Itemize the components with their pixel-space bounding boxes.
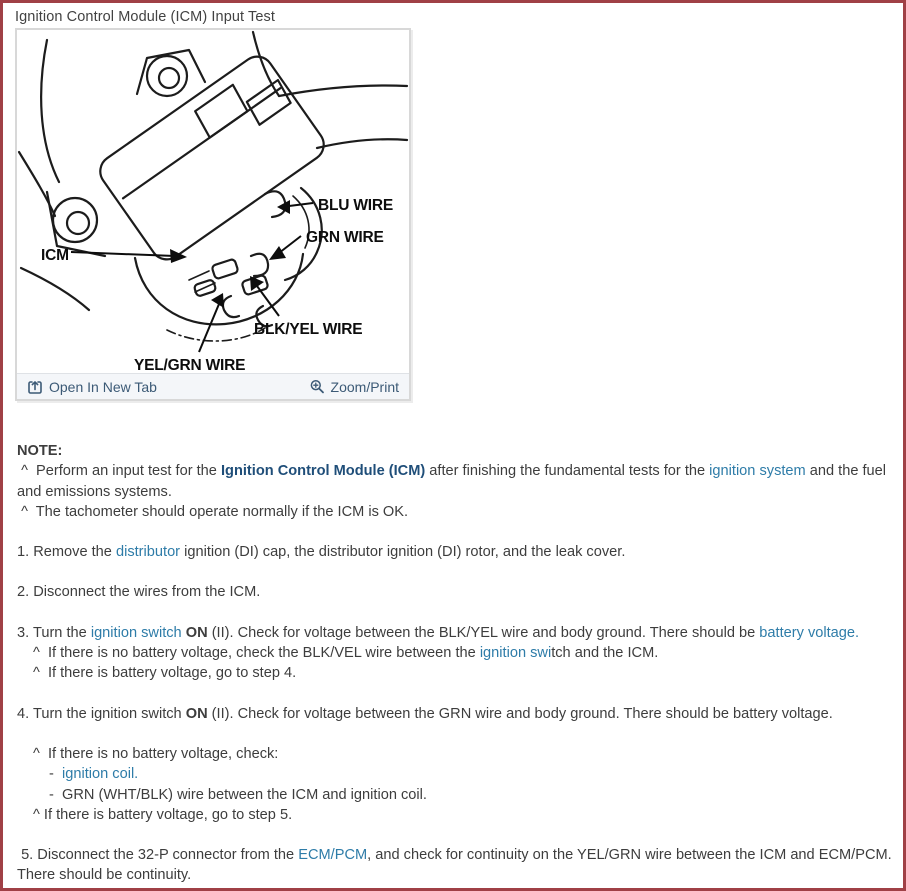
- text-run: (II). Check for voltage between the GRN wire and body ground. There should be battery voltage.: [207, 705, 833, 722]
- step-1: [15, 542, 897, 562]
- text-run: 1. Remove the: [17, 544, 116, 561]
- distributor-diagram: [17, 30, 409, 373]
- inline-link[interactable]: distributor: [115, 544, 181, 561]
- zoom-print-icon: [309, 379, 325, 395]
- step-3: [15, 623, 897, 643]
- zoom-print-label: Zoom/Print: [330, 378, 399, 395]
- text-run: 4. Turn the ignition switch: [17, 705, 186, 722]
- step-4-sub-1: [15, 744, 897, 764]
- text-run: and the fuel and emissions systems.: [17, 463, 891, 500]
- text-run: - GRN (WHT/BLK) wire between the ICM and ignition coil.: [49, 786, 427, 803]
- bg-line: [253, 32, 279, 96]
- inline-link[interactable]: ignition swi: [479, 645, 552, 662]
- open-in-new-tab-icon: [27, 379, 43, 395]
- open-in-new-tab-link[interactable]: [27, 379, 157, 395]
- label-yel-grn-wire: YEL/GRN WIRE: [134, 357, 246, 373]
- text-run: 3. Turn the: [17, 624, 91, 641]
- label-icm: ICM: [41, 247, 69, 264]
- text-run: ignition (DI) cap, the distributor ignition (DI) rotor, and the leak cover.: [180, 544, 626, 561]
- text-run: ^ The tachometer should operate normally if the ICM is OK.: [17, 503, 409, 520]
- note-label: [15, 441, 897, 461]
- mount-ear-top: [137, 50, 205, 96]
- text-run: ON: [185, 705, 208, 722]
- text-run: 5. Disconnect the 32-P connector from the: [17, 847, 299, 864]
- text-run: -: [49, 766, 62, 783]
- text-run: ^ If there is battery voltage, go to step 5.: [33, 806, 293, 823]
- inline-link[interactable]: battery voltage.: [759, 624, 860, 641]
- step-5: [15, 845, 897, 886]
- step-3-sub-2: [15, 663, 897, 683]
- open-in-new-tab-label: Open In New Tab: [49, 378, 157, 395]
- text-run: ^ If there is no battery voltage, check the BLK/VEL wire between the: [33, 645, 480, 662]
- text-run: after finishing the fundamental tests for the: [425, 463, 710, 480]
- text-run: NOTE:: [17, 443, 63, 459]
- inline-link[interactable]: ignition system: [709, 463, 806, 480]
- text-run: ON: [185, 624, 208, 641]
- zoom-print-link[interactable]: [309, 379, 399, 395]
- step-4-sub-1-item-1: [15, 764, 897, 784]
- step-4-sub-2: [15, 805, 897, 825]
- inline-link[interactable]: ECM/PCM: [298, 847, 368, 864]
- article-body: [15, 441, 897, 886]
- page-title: Ignition Control Module (ICM) Input Test: [15, 9, 276, 25]
- inline-link[interactable]: ignition coil.: [61, 766, 139, 783]
- dash-dot-arc: [167, 328, 265, 341]
- note-line-1: [15, 461, 897, 502]
- step-3-sub-1: [15, 643, 897, 663]
- label-grn-wire: GRN WIRE: [306, 229, 384, 246]
- label-blu-wire: BLU WIRE: [318, 197, 394, 214]
- bg-line: [21, 268, 89, 310]
- bg-line: [279, 85, 407, 96]
- text-run: (II). Check for voltage between the BLK/YEL wire and body ground. There should be: [207, 624, 760, 641]
- distributor-body: [94, 50, 330, 265]
- step-4: [15, 704, 897, 724]
- step-2: [15, 582, 897, 602]
- note-line-2: [15, 502, 897, 522]
- label-blk-yel-wire: BLK/YEL WIRE: [254, 321, 363, 338]
- text-run: , and check for continuity on the YEL/GRN wire between the ICM and ECM/PCM. There should be continuity.: [17, 847, 896, 884]
- inline-link[interactable]: Ignition Control Module (ICM): [220, 463, 426, 480]
- text-run: tch and the ICM.: [551, 645, 659, 662]
- bg-line: [317, 139, 407, 148]
- figure-panel: [15, 28, 411, 401]
- inline-link[interactable]: ignition switch: [90, 624, 182, 641]
- text-run: 2. Disconnect the wires from the ICM.: [17, 584, 261, 601]
- text-run: ^ If there is battery voltage, go to step 4.: [33, 665, 297, 682]
- diagram-canvas[interactable]: [17, 30, 409, 373]
- bg-line: [41, 40, 59, 182]
- step-4-sub-1-item-2: [15, 785, 897, 805]
- text-run: ^ Perform an input test for the: [17, 463, 221, 480]
- text-run: ^ If there is no battery voltage, check:: [33, 745, 279, 762]
- figure-footer: [17, 373, 409, 399]
